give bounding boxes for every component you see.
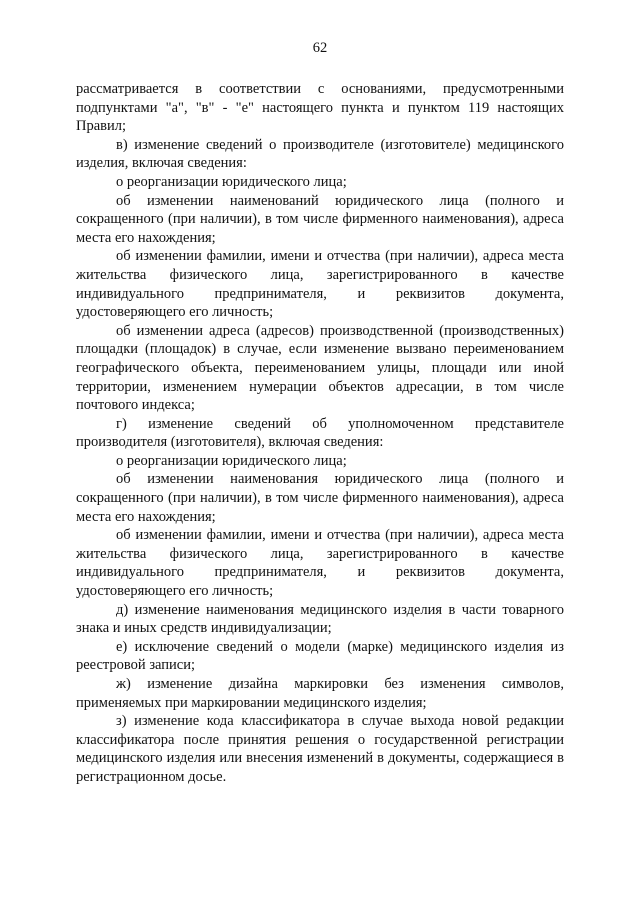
- paragraph-continuation: рассматривается в соответствии с основаниями, предусмотренными подпунктами "а", "в" - "е" настоящего пункта и пунктом 119 настоящих Правил;: [76, 81, 564, 135]
- paragraph-item-g: г) изменение сведений об уполномоченном представителе производителя (изготовителя), включая сведения:: [76, 415, 564, 451]
- paragraph-item-e: е) исключение сведений о модели (марке) медицинского изделия из реестровой записи;: [76, 638, 564, 674]
- paragraph-item-v: в) изменение сведений о производителе (изготовителе) медицинского изделия, включая сведения:: [76, 136, 564, 172]
- paragraph-item-d: д) изменение наименования медицинского изделия в части товарного знака и иных средств индивидуализации;: [76, 601, 564, 637]
- paragraph-v-name-change: об изменении наименований юридического лица (полного и сокращенного (при наличии), в том числе фирменного наименования), адреса места его нахождения;: [76, 192, 564, 246]
- paragraph-item-z: з) изменение кода классификатора в случае выхода новой редакции классификатора после принятия решения о государственной регистрации медицинского изделия или внесения изменений в документы, содержащиеся в регистрационном досье.: [76, 713, 564, 785]
- paragraph-g-name-change: об изменении наименования юридического лица (полного и сокращенного (при наличии), в том числе фирменного наименования), адреса места его нахождения;: [76, 471, 564, 525]
- document-body: [76, 80, 564, 787]
- paragraph-v-person-change: об изменении фамилии, имени и отчества (при наличии), адреса места жительства физического лица, зарегистрированного в качестве индивидуального предпринимателя, и реквизитов документа, удостоверяющего его личность;: [76, 248, 564, 321]
- paragraph-v-reorganization: о реорганизации юридического лица;: [116, 173, 347, 190]
- page-number: 62: [312, 40, 328, 56]
- paragraph-item-zh: ж) изменение дизайна маркировки без изменения символов, применяемых при маркировании медицинского изделия;: [76, 676, 564, 711]
- paragraph-g-reorganization: о реорганизации юридического лица;: [116, 452, 347, 469]
- paragraph-v-address-change: об изменении адреса (адресов) производственной (производственных) площадки (площадок) в случае, если изменение вызвано переименованием географического объекта, переименованием улицы, площади или иной территории, изменением нумерации объектов адресации, в том числе почтового индекса;: [76, 322, 564, 414]
- paragraph-g-person-change: об изменении фамилии, имени и отчества (при наличии), адреса места жительства физического лица, зарегистрированного в качестве индивидуального предпринимателя, и реквизитов документа, удостоверяющего его личность;: [76, 527, 564, 600]
